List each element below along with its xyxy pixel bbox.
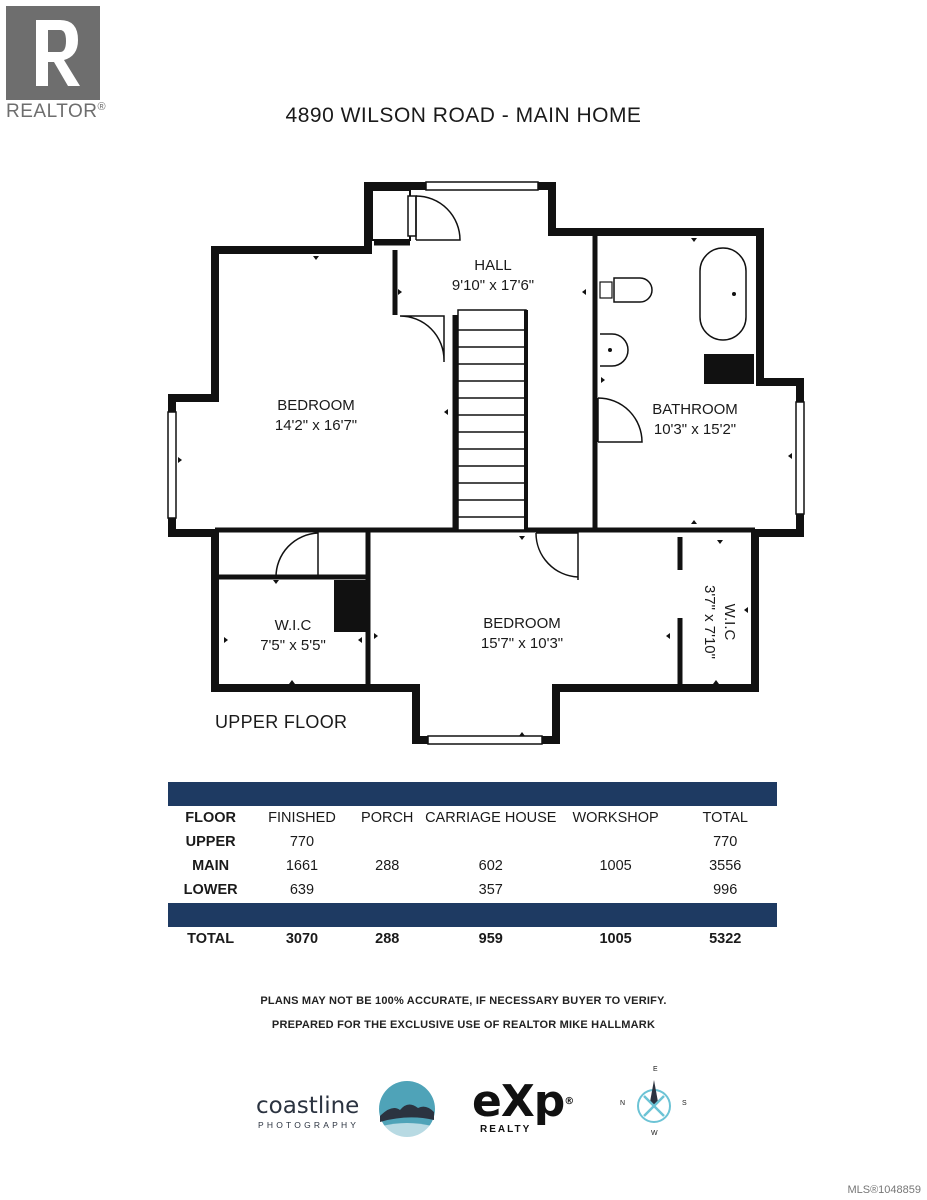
table-header-cell: PORCH	[361, 810, 414, 826]
bath-cabinet	[704, 354, 754, 384]
staircase	[458, 310, 526, 530]
wall-marker	[313, 256, 319, 260]
coastline-subtitle: PHOTOGRAPHY	[258, 1120, 360, 1130]
exp-realty-logo: eXp® REALTY	[472, 1076, 574, 1135]
table-cell	[558, 830, 674, 854]
prepared-for-note: PREPARED FOR THE EXCLUSIVE USE OF REALTOR MIKE HALLMARK	[271, 1019, 656, 1031]
table-total-cell: 3070	[285, 931, 319, 947]
table-header-cell: FINISHED	[268, 810, 336, 826]
wall-marker	[273, 580, 279, 584]
wall-marker	[289, 680, 295, 684]
table-cell: 357	[478, 882, 503, 898]
table-cell: 1005	[599, 858, 632, 874]
window-bottom	[428, 736, 542, 744]
table-cell: 770	[713, 834, 738, 850]
wall-marker	[224, 637, 228, 643]
bedroom-door	[536, 533, 578, 580]
mls-number: MLS®1048859	[847, 1184, 921, 1196]
table-cell: 602	[478, 858, 503, 874]
table-total-cell: 288	[375, 931, 400, 947]
table-row	[168, 878, 777, 902]
wall-marker	[374, 633, 378, 639]
table-cell: 639	[289, 882, 315, 898]
wall-marker	[666, 633, 670, 639]
table-cell	[424, 830, 558, 854]
wall-marker	[582, 289, 586, 295]
table-band-top	[168, 782, 777, 806]
bathtub	[700, 248, 746, 340]
table-header-cell: FLOOR	[185, 810, 236, 826]
wall-marker	[444, 409, 448, 415]
table-total-cell: 959	[478, 931, 503, 947]
wall-marker	[691, 238, 697, 242]
wall-marker	[788, 453, 792, 459]
table-cell: MAIN	[192, 858, 230, 874]
sink	[600, 334, 628, 366]
closet-door	[416, 196, 460, 240]
table-header-row	[168, 806, 777, 830]
table-cell: 3556	[709, 858, 742, 874]
window-right	[796, 402, 804, 514]
disclaimer-note: PLANS MAY NOT BE 100% ACCURATE, IF NECESSARY BUYER TO VERIFY.	[260, 995, 667, 1007]
bath-door	[598, 398, 642, 442]
table-header-cell: CARRIAGE HOUSE	[425, 810, 557, 826]
room-wic-right: W.I.C 3'7" x 7'10"	[701, 585, 738, 659]
table-header-cell: WORKSHOP	[572, 810, 659, 826]
table-cell: 996	[713, 882, 738, 898]
table-cell: UPPER	[185, 834, 236, 850]
wall-marker	[519, 732, 525, 736]
hall-door	[400, 316, 444, 362]
table-cell	[351, 830, 424, 854]
floor-name: UPPER FLOOR	[215, 712, 348, 732]
wic-door	[276, 530, 318, 577]
window-top	[426, 182, 538, 190]
table-header-cell: TOTAL	[702, 810, 748, 826]
table-cell: 288	[375, 858, 400, 874]
page-title: 4890 WILSON ROAD - MAIN HOME	[285, 104, 642, 127]
table-band-middle	[168, 903, 777, 927]
table-total-row	[168, 927, 777, 951]
table-cell: LOWER	[183, 882, 238, 898]
compass-icon: N E S W	[620, 1066, 687, 1137]
wall-marker	[601, 377, 605, 383]
table-row	[168, 830, 777, 854]
wall-marker	[713, 680, 719, 684]
wall-marker	[178, 457, 182, 463]
table-cell: 770	[289, 834, 315, 850]
table-total-cell: TOTAL	[187, 931, 235, 947]
wall-marker	[717, 540, 723, 544]
toilet	[614, 278, 652, 302]
table-total-cell: 5322	[709, 931, 742, 947]
square-footage-table	[168, 806, 777, 902]
room-bedroom-bottom: BEDROOM 15'7" x 10'3"	[480, 615, 564, 652]
window-left	[168, 412, 176, 518]
room-wic-left: W.I.C 7'5" x 5'5"	[260, 617, 326, 654]
square-footage-total	[168, 927, 777, 951]
table-total-cell: 1005	[599, 931, 632, 947]
table-cell	[351, 878, 424, 902]
table-cell: 1661	[285, 858, 319, 874]
room-bathroom: BATHROOM 10'3" x 15'2"	[652, 401, 738, 438]
wall-marker	[398, 289, 402, 295]
wall-marker	[358, 637, 362, 643]
realtor-wordmark: REALTOR®	[6, 101, 107, 122]
wall-marker	[691, 520, 697, 524]
wall-marker	[744, 607, 748, 613]
table-row	[168, 854, 777, 878]
table-cell	[558, 878, 674, 902]
coastline-wordmark: coastline	[256, 1093, 360, 1119]
coastline-logo-icon	[378, 1080, 436, 1138]
wall-marker	[519, 536, 525, 540]
closet-shelf	[408, 196, 416, 236]
room-bedroom-left: BEDROOM 14'2" x 16'7"	[274, 397, 358, 434]
room-hall: HALL 9'10" x 17'6"	[451, 257, 535, 294]
hall-closet	[372, 190, 410, 240]
